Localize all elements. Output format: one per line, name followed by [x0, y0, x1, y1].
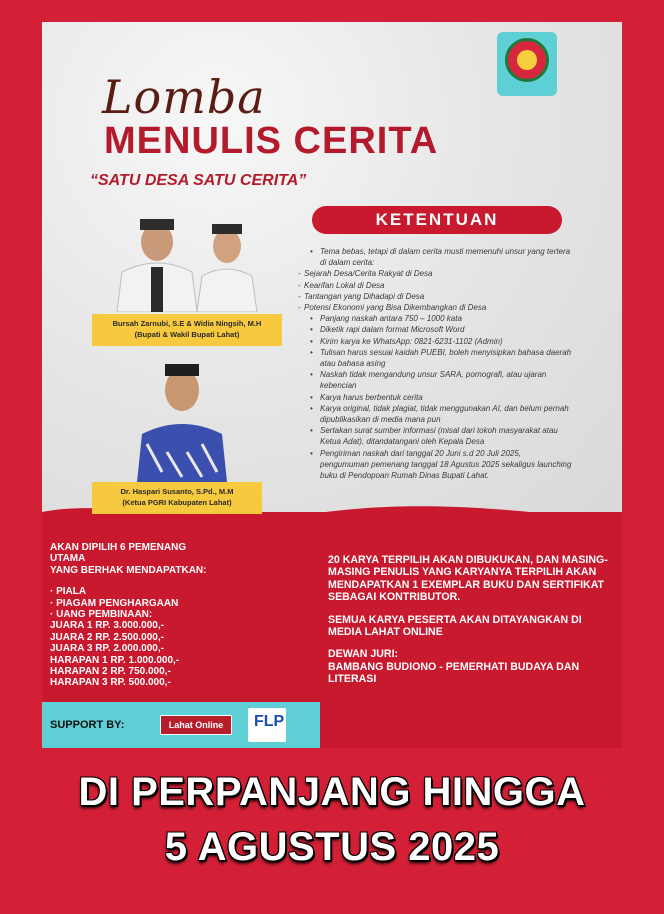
rule-item: • Panjang naskah antara 750 – 1000 kata [310, 313, 572, 324]
rule-item: • Tulisan harus sesuai kaidah PUEBI, boleh menyisipkan bahasa daerah atau bahasa asing [310, 347, 572, 369]
prize-row: HARAPAN 2 RP. 750.000,- [50, 666, 171, 678]
officials-role: (Bupati & Wakil Bupati Lahat) [134, 330, 240, 340]
support-bar [42, 702, 320, 748]
page-subtitle: “SATU DESA SATU CERITA” [90, 172, 307, 189]
chair-caption [92, 482, 262, 514]
prize-row: JUARA 3 RP. 2.000.000,- [50, 643, 164, 655]
pgri-logo [497, 32, 557, 96]
lomba-script: Lomba [102, 70, 266, 124]
selected-works-text: 20 KARYA TERPILIH AKAN DIBUKUKAN, DAN MASING-MASING PENULIS YANG KARYANYA TERPILIH AKAN MENDAPATKAN 1 EXEMPLAR BUKU DAN SERTIFIKAT SEBAGAI KONTRIBUTOR. [328, 554, 608, 604]
jury-name: BAMBANG BUDIONO - PEMERHATI BUDAYA DAN LITERASI [328, 660, 580, 686]
rule-item: • Karya original, tidak plagiat, tidak menggunakan AI, dan belum pernah dipublikasikan di media mana pun [310, 403, 572, 425]
rule-item: • Diketik rapi dalam format Microsoft Word [310, 324, 572, 335]
media-text: SEMUA KARYA PESERTA AKAN DITAYANGKAN DI MEDIA LAHAT ONLINE [328, 613, 582, 639]
emblem-icon [505, 38, 549, 82]
rule-subitem: - Potensi Ekonomi yang Bisa Dikembangkan di Desa [298, 302, 572, 313]
rule-item: • Tema bebas, tetapi di dalam cerita musti memenuhi unsur yang tertera di dalam cerita: [310, 246, 572, 268]
officials-photo [102, 212, 272, 312]
chair-role: (Ketua PGRI Kabupaten Lahat) [122, 498, 232, 508]
prize-section [50, 542, 290, 689]
prize-intro: UTAMA [50, 553, 86, 565]
rule-item: • Sertakan surat sumber informasi (misal dari tokoh masyarakat atau Ketua Adat), ditandatangani oleh Kepala Desa [310, 425, 572, 447]
prize-row: HARAPAN 3 RP. 500.000,- [50, 677, 171, 689]
jury-label: DEWAN JURI: [328, 648, 399, 661]
rule-subitem: - Kearifan Lokal di Desa [298, 280, 572, 291]
poster [42, 22, 622, 748]
prize-certificate: · PIAGAM PENGHARGAAN [50, 597, 179, 609]
prize-row: HARAPAN 1 RP. 1.000.000,- [50, 654, 180, 666]
support-label: SUPPORT BY: [50, 719, 125, 731]
prize-money: · UANG PEMBINAAN: [50, 609, 153, 621]
prize-row: JUARA 1 RP. 3.000.000,- [50, 620, 164, 632]
chair-name: Dr. Haspari Susanto, S.Pd., M.M [120, 487, 234, 496]
rule-item: • Karya harus berbentuk cerita [310, 392, 572, 403]
page-title: MENULIS CERITA [104, 120, 439, 162]
pgri-chair-photo [132, 352, 232, 482]
extension-banner-line-2: 5 AGUSTUS 2025 [164, 825, 500, 869]
prize-intro: AKAN DIPILIH 6 PEMENANG [50, 542, 187, 553]
officials-caption [92, 314, 282, 346]
prize-trophy: · PIALA [50, 586, 87, 598]
officials-names: Bursah Zarnubi, S.E & Widia Ningsih, M.H [112, 319, 262, 328]
flp-logo [248, 708, 286, 742]
extension-banner-line-1: DI PERPANJANG HINGGA [78, 770, 586, 814]
info-section [328, 554, 618, 686]
lahat-online-logo: Lahat Online [160, 715, 232, 735]
prize-row: JUARA 2 RP. 2.500.000,- [50, 631, 164, 643]
flp-logo-text: FLP [254, 713, 285, 730]
ketentuan-list [304, 246, 572, 481]
prize-intro: YANG BERHAK MENDAPATKAN: [50, 564, 207, 576]
ketentuan-heading: KETENTUAN [312, 206, 562, 234]
rule-subitem: - Tantangan yang Dihadapi di Desa [298, 291, 572, 302]
rule-item: • Kirim karya ke WhatsApp: 0821-6231-1102 (Admin) [310, 336, 572, 347]
rule-item: • Naskah tidak mengandung unsur SARA, pornografi, atau ujaran kebencian [310, 369, 572, 391]
rule-subitem: - Sejarah Desa/Cerita Rakyat di Desa [298, 268, 572, 279]
rule-item: • Pengiriman naskah dari tanggal 20 Juni s.d 20 Juli 2025, pengumuman pemenang tanggal 18 Agustus 2025 sekaligus launching buku di Pendopoan Rumah Dinas Bupati Lahat. [310, 448, 572, 482]
